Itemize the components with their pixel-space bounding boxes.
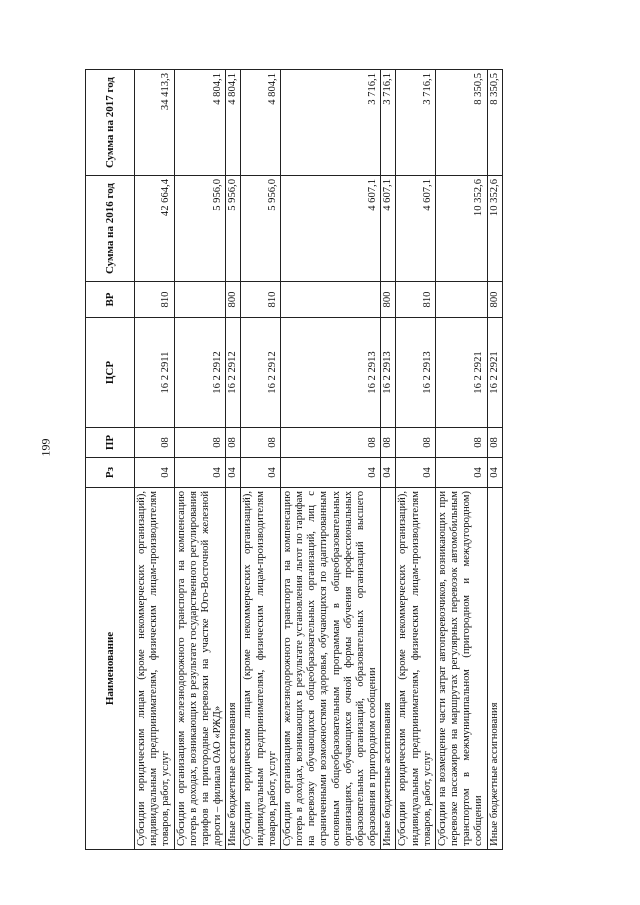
- row-rz: 04: [396, 458, 436, 488]
- row-sum-2016: 4 607,1: [280, 176, 380, 282]
- row-vr: 810: [135, 282, 175, 318]
- row-pr: 08: [396, 428, 436, 458]
- table-row: [381, 70, 396, 850]
- row-vr: [280, 282, 380, 318]
- row-vr: 800: [487, 282, 502, 318]
- table-header-row: [86, 70, 135, 850]
- row-sum-2016: 5 956,0: [174, 176, 226, 282]
- row-name: Субсидии юридическим лицам (кроме некоммерческих организаций), индивидуальным предпринимателям, физическим лицам-производителям товаров, работ, услуг: [135, 488, 175, 850]
- row-csr: 16 2 2912: [241, 318, 281, 428]
- row-sum-2016: 10 352,6: [435, 176, 487, 282]
- row-rz: 04: [381, 458, 396, 488]
- page-number: 199: [38, 438, 53, 457]
- row-vr: [435, 282, 487, 318]
- row-vr: 810: [396, 282, 436, 318]
- header-rz: Рз: [86, 458, 135, 488]
- header-vr: ВР: [86, 282, 135, 318]
- table-row: [226, 70, 241, 850]
- row-csr: 16 2 2912: [174, 318, 226, 428]
- row-rz: 04: [135, 458, 175, 488]
- row-csr: 16 2 2911: [135, 318, 175, 428]
- row-csr: 16 2 2921: [487, 318, 502, 428]
- row-name: Субсидии юридическим лицам (кроме некоммерческих организаций), индивидуальным предпринимателям, физическим лицам-производителям товаров, работ, услуг: [241, 488, 281, 850]
- row-rz: 04: [241, 458, 281, 488]
- row-vr: 810: [241, 282, 281, 318]
- row-sum-2016: 42 664,4: [135, 176, 175, 282]
- row-pr: 08: [381, 428, 396, 458]
- row-pr: 08: [241, 428, 281, 458]
- table-row: [135, 70, 175, 850]
- row-csr: 16 2 2913: [381, 318, 396, 428]
- header-sum-2016: Сумма на 2016 год: [86, 176, 135, 282]
- row-name: Иные бюджетные ассигнования: [226, 488, 241, 850]
- table-row: [487, 70, 502, 850]
- row-vr: 800: [226, 282, 241, 318]
- row-pr: 08: [135, 428, 175, 458]
- row-vr: [174, 282, 226, 318]
- row-sum-2016: 10 352,6: [487, 176, 502, 282]
- row-pr: 08: [487, 428, 502, 458]
- budget-table-rotated: [85, 70, 515, 850]
- row-sum-2017: 4 804,1: [241, 70, 281, 176]
- row-name: Субсидии организациям железнодорожного транспорта на компенсацию потерь в доходах, возникающих в результате установления льгот по тарифам на перевозку обучающихся общеобразовательных организаций, лиц с ограниченными возможностями здоровья, обучающихся по адаптированным основным общеобразовательным программам в общеобразовательных организациях, обучающихся очной формы обучения профессиональных образовательных организаций, образовательных организаций высшего образования в пригородном сообщении: [280, 488, 380, 850]
- header-sum-2017: Сумма на 2017 год: [86, 70, 135, 176]
- row-vr: 800: [381, 282, 396, 318]
- row-name: Субсидии юридическим лицам (кроме некоммерческих организаций), индивидуальным предпринимателям, физическим лицам-производителям товаров, работ, услуг: [396, 488, 436, 850]
- row-sum-2016: 5 956,0: [241, 176, 281, 282]
- row-csr: 16 2 2921: [435, 318, 487, 428]
- row-pr: 08: [435, 428, 487, 458]
- header-pr: ПР: [86, 428, 135, 458]
- table-row: [241, 70, 281, 850]
- header-csr: ЦСР: [86, 318, 135, 428]
- row-name: Субсидии на возмещение части затрат автоперевозчиков, возникающих при перевозке пассажиров на маршрутах регулярных перевозок автомобильным транспортом в межмуниципальном (пригородном и междугородном) сообщении: [435, 488, 487, 850]
- row-sum-2017: 34 413,3: [135, 70, 175, 176]
- row-sum-2016: 4 607,1: [396, 176, 436, 282]
- row-sum-2016: 5 956,0: [226, 176, 241, 282]
- row-name: Субсидии организациям железнодорожного транспорта на компенсацию потерь в доходах, возникающих в результате государственного регулирования тарифов на пригородные перевозки на участке Юго-Восточной железной дороги – филиала ОАО «РЖД»: [174, 488, 226, 850]
- row-pr: 08: [226, 428, 241, 458]
- row-sum-2017: 3 716,1: [381, 70, 396, 176]
- table-row: [435, 70, 487, 850]
- row-pr: 08: [174, 428, 226, 458]
- row-rz: 04: [487, 458, 502, 488]
- table-row: [174, 70, 226, 850]
- budget-table: [85, 69, 503, 850]
- row-rz: 04: [226, 458, 241, 488]
- row-sum-2016: 4 607,1: [381, 176, 396, 282]
- row-rz: 04: [280, 458, 380, 488]
- row-rz: 04: [435, 458, 487, 488]
- header-name: Наименование: [86, 488, 135, 850]
- row-sum-2017: 8 350,5: [435, 70, 487, 176]
- table-row: [396, 70, 436, 850]
- row-sum-2017: 4 804,1: [226, 70, 241, 176]
- row-rz: 04: [174, 458, 226, 488]
- table-row: [280, 70, 380, 850]
- row-csr: 16 2 2913: [396, 318, 436, 428]
- row-name: Иные бюджетные ассигнования: [381, 488, 396, 850]
- row-csr: 16 2 2912: [226, 318, 241, 428]
- row-csr: 16 2 2913: [280, 318, 380, 428]
- row-sum-2017: 3 716,1: [396, 70, 436, 176]
- row-name: Иные бюджетные ассигнования: [487, 488, 502, 850]
- row-sum-2017: 4 804,1: [174, 70, 226, 176]
- row-sum-2017: 8 350,5: [487, 70, 502, 176]
- row-sum-2017: 3 716,1: [280, 70, 380, 176]
- row-pr: 08: [280, 428, 380, 458]
